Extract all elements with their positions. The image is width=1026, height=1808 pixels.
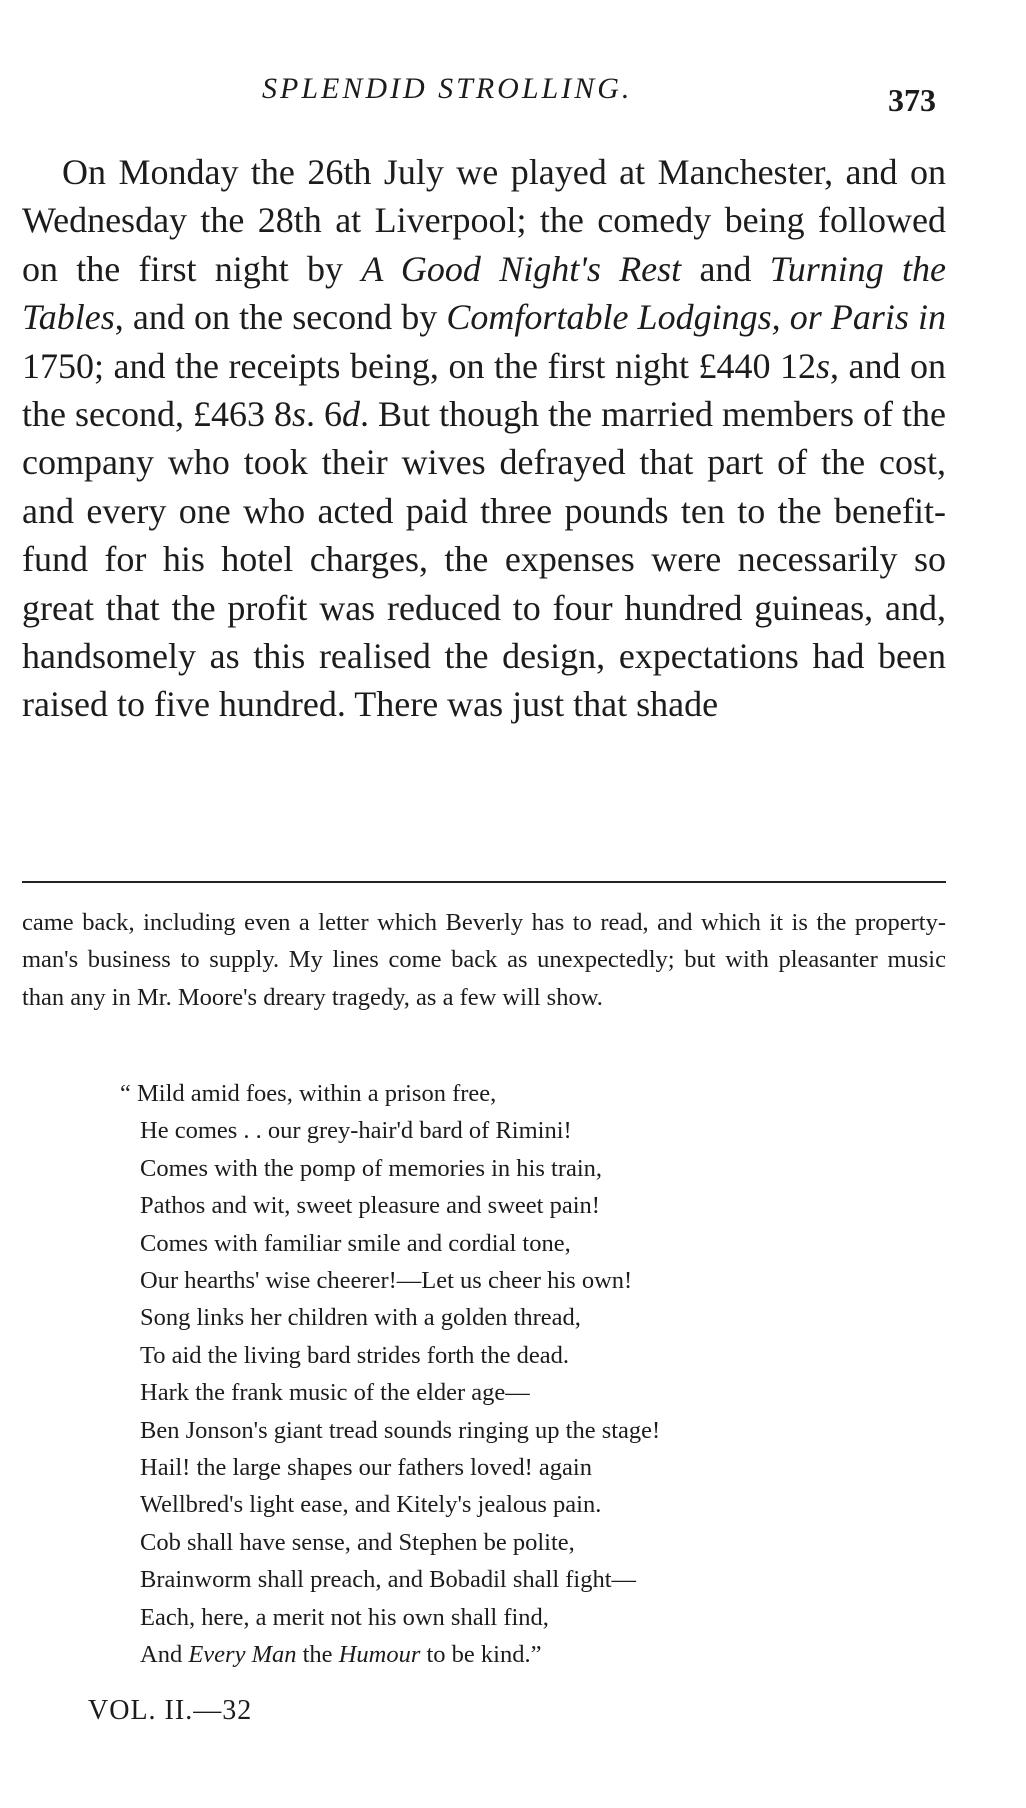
poem — [120, 1075, 946, 1674]
poem-line: “ Mild amid foes, within a prison free, — [120, 1080, 497, 1107]
play-title-good-nights-rest: A Good Night's Rest — [361, 248, 682, 289]
play-title-comfortable-lodgings: Comfortable Lodgings, or Paris in — [446, 297, 946, 338]
poem-line: Hail! the large shapes our fathers loved! again — [140, 1454, 592, 1482]
poem-line: Cob shall have sense, and Stephen be polite, — [140, 1528, 575, 1556]
running-title: SPLENDID STROLLING. — [262, 72, 633, 105]
currency-shillings: s — [815, 345, 830, 386]
poem-emphasis-every-man: Every Man — [188, 1641, 297, 1669]
poem-line: Song links her children with a golden thread, — [140, 1304, 581, 1332]
footnote-paragraph: came back, including even a letter which Beverly has to read, and which it is the property-man's business to supply. My lines come back as unexpectedly; but with pleasanter music than any in Mr. Moore's dreary tragedy, as a few will show. — [22, 909, 946, 1011]
currency-shillings: s — [292, 394, 307, 435]
poem-text-part: And — [140, 1641, 189, 1669]
main-text-part: and — [681, 248, 770, 289]
poem-line-final — [120, 1636, 946, 1673]
poem-line: He comes . . our grey-hair'd bard of Rimini! — [140, 1117, 572, 1145]
poem-line: Hark the frank music of the elder age— — [140, 1379, 530, 1407]
main-text-part: , and on the second by — [114, 297, 447, 338]
poem-emphasis-humour: Humour — [338, 1641, 421, 1669]
footnote-rule — [22, 881, 946, 883]
page-number: 373 — [888, 82, 936, 118]
poem-line: Comes with familiar smile and cordial tone, — [140, 1229, 571, 1257]
poem-line: Brainworm shall preach, and Bobadil shall fight— — [140, 1566, 637, 1594]
poem-line: Our hearths' wise cheerer!—Let us cheer his own! — [140, 1267, 633, 1295]
main-text-part: On Monday the 26th July we played at Manchester, and on Wednesday the 28th at Liverpool; the comedy being followed on the first night by — [22, 152, 946, 289]
main-text-part: . But though the married members of the company who took their wives defrayed that part of the cost, and every one who acted paid three pounds ten to the benefit-fund for his hotel charges, the expenses were necessarily so great that the profit was reduced to four hundred guineas, and, handsomely as this realised the design, expectations had been raised to five hundred. There was just that shade — [22, 394, 946, 725]
poem-line: Each, here, a merit not his own shall find, — [140, 1603, 549, 1631]
play-title-turning-the-tables: Turning the Tables — [22, 248, 946, 338]
currency-pence: d — [342, 394, 361, 435]
poem-line: Pathos and wit, sweet pleasure and sweet pain! — [140, 1192, 600, 1220]
main-paragraph — [22, 148, 946, 729]
main-text-part: , and on the second, £463 8 — [22, 345, 947, 435]
main-text-part: . 6 — [306, 394, 343, 435]
poem-line: Ben Jonson's giant tread sounds ringing up the stage! — [140, 1416, 661, 1444]
volume-signature: VOL. II.—32 — [88, 1695, 253, 1726]
poem-line: Wellbred's light ease, and Kitely's jealous pain. — [140, 1491, 602, 1519]
poem-text-part: the — [296, 1641, 339, 1669]
running-head — [0, 64, 1026, 118]
poem-line: To aid the living bard strides forth the dead. — [140, 1341, 569, 1369]
poem-line: Comes with the pomp of memories in his train, — [140, 1154, 603, 1182]
main-text-part: 1750; and the receipts being, on the first night £440 12 — [22, 345, 816, 386]
poem-text-part: to be kind.” — [420, 1641, 542, 1669]
